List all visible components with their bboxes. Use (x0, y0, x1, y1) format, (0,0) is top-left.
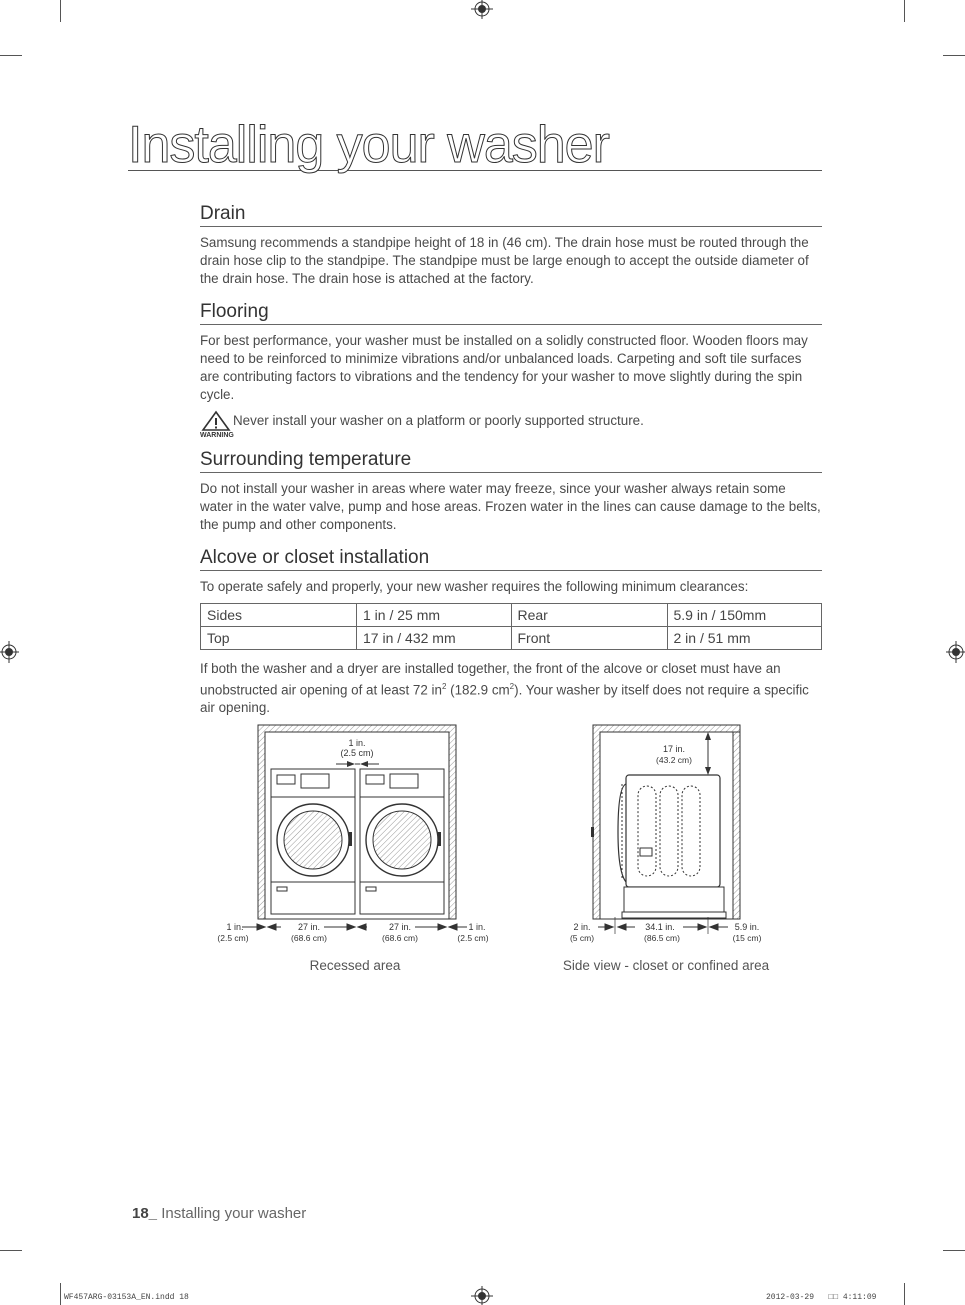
warning-icon (200, 410, 232, 432)
dim-label: (68.6 cm) (291, 933, 327, 943)
print-timestamp: 2012-03-29 □□ 4:11:09 (766, 1293, 877, 1302)
page-title: Installing your washer (128, 118, 822, 171)
print-slug: WF457ARG-03153A_EN.indd 18 (64, 1293, 189, 1302)
crop-mark (60, 0, 61, 22)
table-cell: 17 in / 432 mm (357, 627, 512, 650)
note-text: If both the washer and a dryer are installed together, the front of the alcove or closet must have an unobstructed air opening of at least 72 in (200, 661, 781, 698)
recessed-caption: Recessed area (309, 958, 401, 973)
registration-mark-icon (945, 639, 965, 665)
page-footer (132, 1205, 306, 1222)
note-text: (182.9 cm (446, 682, 510, 698)
table-cell: 1 in / 25 mm (357, 604, 512, 627)
warning-label: WARNING (200, 432, 234, 439)
alcove-heading: Alcove or closet installation (200, 547, 822, 571)
table-cell: 5.9 in / 150mm (667, 604, 822, 627)
table-cell: Top (201, 627, 357, 650)
drain-heading: Drain (200, 203, 822, 227)
side-view-diagram (560, 722, 775, 954)
temperature-heading: Surrounding temperature (200, 449, 822, 473)
side-view-caption: Side view - closet or confined area (562, 958, 770, 973)
crop-mark (0, 55, 22, 56)
table-cell: Front (511, 627, 667, 650)
registration-mark-icon (469, 1285, 495, 1305)
dim-label: (68.6 cm) (382, 933, 418, 943)
dim-label: 1 in. (348, 738, 366, 748)
note-superscript: 2 (441, 682, 447, 691)
dim-label: (2.5 cm) (457, 933, 489, 943)
crop-mark (0, 1250, 22, 1251)
flooring-body: For best performance, your washer must be installed on a solidly constructed floor. Wooden floors may need to be reinforced to minimize vibrations and/or unbalanced loads. Carpeting and soft tile surfaces are contributing factors to vibrations and the tendency for your washer to move slightly during the spin cycle. (200, 333, 808, 402)
table-row (201, 627, 822, 650)
dim-label: 1 in. (468, 922, 486, 932)
table-cell: Sides (201, 604, 357, 627)
note-superscript: 2 (509, 682, 515, 691)
registration-mark-icon (0, 639, 20, 665)
dim-label: 5.9 in. (734, 922, 760, 932)
page-number: 18_ (132, 1205, 158, 1222)
registration-mark-icon (469, 0, 495, 20)
dim-label: (2.5 cm) (340, 748, 374, 758)
dim-label: 2 in. (573, 922, 591, 932)
dim-label: (43.2 cm) (656, 755, 692, 765)
crop-mark (943, 1250, 965, 1251)
temperature-body: Do not install your washer in areas where water may freeze, since your washer always retain some water in the water valve, pump and hose areas. Frozen water in the lines can cause damage to the belts, the pump and other components. (200, 481, 821, 532)
alcove-intro: To operate safely and properly, your new washer requires the following minimum clearances: (200, 579, 749, 594)
table-cell: 2 in / 51 mm (667, 627, 822, 650)
dim-label: 27 in. (297, 922, 321, 932)
note-text: ). Your washer by itself does not require a specific air opening. (200, 682, 809, 716)
crop-mark (904, 1283, 905, 1305)
flooring-heading: Flooring (200, 301, 822, 325)
alcove-note (200, 660, 822, 717)
crop-mark (943, 55, 965, 56)
washer-front-icon (360, 769, 444, 914)
table-cell: Rear (511, 604, 667, 627)
crop-mark (904, 0, 905, 22)
washer-front-icon (271, 769, 355, 914)
clearance-table (200, 603, 822, 650)
dim-label: 17 in. (662, 744, 686, 754)
dim-label: (86.5 cm) (644, 933, 680, 943)
drain-body: Samsung recommends a standpipe height of 18 in (46 cm). The drain hose must be routed through the drain hose clip to the standpipe. The standpipe must be large enough to accept the outside diameter of the drain hose. The drain hose is attached at the factory. (200, 235, 809, 286)
dim-label: (2.5 cm) (217, 933, 249, 943)
dim-label: 1 in. (226, 922, 244, 932)
dim-label: 34.1 in. (645, 922, 675, 932)
dim-label: 27 in. (388, 922, 412, 932)
dim-label: (15 cm) (732, 933, 762, 943)
washer-side-icon (618, 775, 726, 918)
dim-label: (5 cm) (569, 933, 595, 943)
table-row (201, 604, 822, 627)
crop-mark (60, 1283, 61, 1305)
footer-section: Installing your washer (157, 1205, 307, 1222)
warning-text: Never install your washer on a platform or poorly supported structure. (233, 413, 644, 428)
recessed-area-diagram (205, 722, 500, 954)
